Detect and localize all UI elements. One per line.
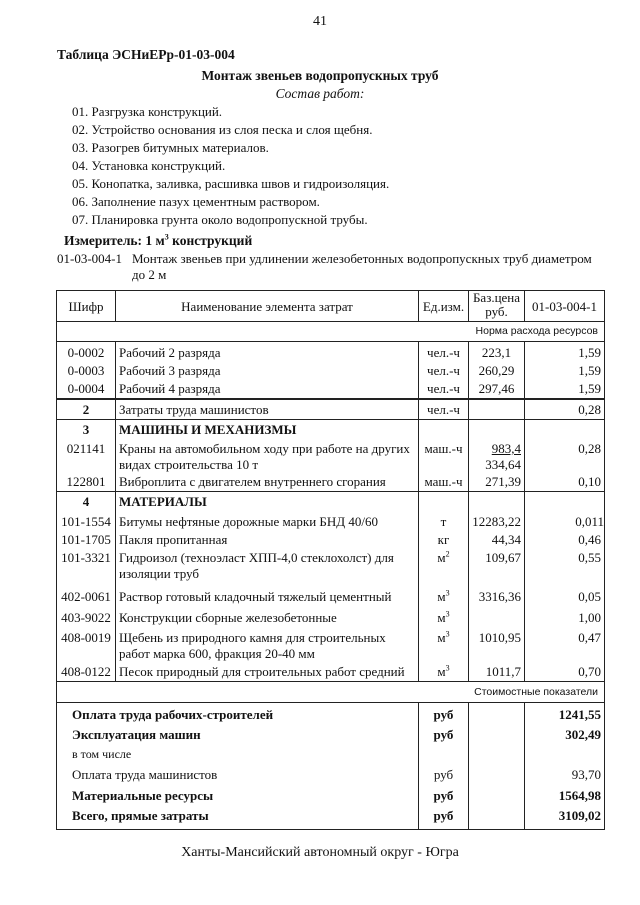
row-unit: чел.-ч — [427, 363, 460, 378]
page-number: 41 — [313, 14, 327, 29]
rate-code: 01-03-004-1 — [57, 251, 122, 266]
row-value: 0,47 — [578, 630, 601, 645]
cost-caption: Стоимостные показатели — [474, 686, 598, 698]
header-code: Шифр — [68, 299, 104, 314]
row-name: Гидроизол (техноэласт ХПП-4,0 стеклохолст) для изоляции труб — [119, 550, 394, 581]
row-name: Рабочий 2 разряда — [119, 345, 221, 360]
row-unit — [419, 550, 468, 566]
unit-sup: 2 — [445, 549, 450, 559]
row-code: 403-9022 — [61, 610, 111, 625]
cost-name: Всего, прямые затраты — [72, 808, 209, 823]
row-divider — [57, 341, 604, 342]
unit-text: м — [437, 664, 446, 679]
row-price: 1011,7 — [485, 664, 521, 679]
row-name: Виброплита с двигателем внутреннего сгорания — [119, 474, 386, 489]
row-code: 021141 — [66, 441, 106, 456]
work-item: 06. Заполнение пазух цементным раствором. — [72, 194, 320, 209]
unit-sup: 3 — [445, 609, 450, 619]
cost-name: Эксплуатация машин — [72, 727, 201, 742]
row-unit — [419, 610, 468, 626]
cost-value: 302,49 — [565, 727, 601, 742]
row-divider — [57, 419, 604, 420]
cost-value: 1241,55 — [558, 707, 601, 722]
work-item: 07. Планировка грунта около водопропускной трубы. — [72, 212, 368, 227]
unit-text: м — [437, 550, 446, 565]
row-value: 0,28 — [578, 441, 601, 456]
row-code: 0-0004 — [67, 381, 105, 396]
cost-value: 93,70 — [571, 767, 601, 782]
cost-name: в том числе — [72, 747, 132, 761]
row-code: 408-0019 — [61, 630, 111, 645]
header-unit: Ед.изм. — [422, 299, 465, 314]
row-unit: чел.-ч — [427, 402, 460, 417]
row-name: Краны на автомобильном ходу при работе на других видах строительства 10 т — [119, 441, 410, 472]
row-divider — [57, 702, 604, 703]
row-name: Щебень из природного камня для строительных работ марка 600, фракция 20-40 мм — [119, 630, 386, 661]
row-value: 1,59 — [578, 381, 601, 396]
measure-unit — [64, 233, 252, 249]
row-price: 109,67 — [485, 550, 521, 565]
row-value: 1,59 — [578, 345, 601, 360]
cost-value: 1564,98 — [558, 788, 601, 803]
row-value: 1,59 — [578, 363, 601, 378]
document-title: Монтаж звеньев водопропускных труб — [201, 68, 439, 83]
cost-name: Оплата труда рабочих-строителей — [72, 707, 274, 722]
composition-title: Состав работ: — [275, 86, 365, 101]
measure-prefix: Измеритель: 1 м — [64, 233, 165, 248]
work-item: 02. Устройство основания из слоя песка и слоя щебня. — [72, 122, 373, 137]
row-unit — [419, 589, 468, 605]
work-item: 03. Разогрев битумных материалов. — [72, 140, 269, 155]
row-price: 983,4 — [491, 441, 521, 456]
row-price: 12283,22 — [472, 514, 521, 529]
unit-sup: 3 — [445, 663, 450, 673]
unit-text: кг — [437, 532, 450, 547]
row-value: 1,00 — [578, 610, 601, 625]
row-value: 0,05 — [578, 589, 601, 604]
cost-unit: руб — [433, 727, 454, 742]
work-item: 01. Разгрузка конструкций. — [72, 104, 223, 119]
row-unit: маш.-ч — [424, 441, 463, 456]
row-code: 4 — [82, 494, 90, 509]
cost-value: 3109,02 — [558, 808, 601, 823]
row-price: 297,46 — [478, 381, 515, 396]
unit-text: м — [437, 610, 446, 625]
resource-table — [56, 290, 605, 830]
row-value: 0,10 — [578, 474, 601, 489]
row-name: Битумы нефтяные дорожные марки БНД 40/60 — [119, 514, 378, 529]
row-price: 260,29 — [478, 363, 515, 378]
row-divider — [57, 398, 604, 400]
unit-text: м — [437, 630, 446, 645]
row-unit: чел.-ч — [427, 381, 460, 396]
row-unit — [419, 532, 468, 548]
row-price-secondary: 334,64 — [485, 457, 521, 472]
header-price: Баз.цена руб. — [472, 290, 521, 319]
row-name: Пакля пропитанная — [119, 532, 228, 547]
row-name: Затраты труда машинистов — [119, 402, 269, 417]
row-unit: чел.-ч — [427, 345, 460, 360]
row-divider — [57, 491, 604, 492]
cost-name: Оплата труда машинистов — [72, 767, 218, 782]
row-unit — [419, 630, 468, 646]
row-name: МАШИНЫ И МЕХАНИЗМЫ — [119, 422, 297, 437]
work-item: 04. Установка конструкций. — [72, 158, 226, 173]
col-divider — [115, 341, 116, 681]
row-value: 0,55 — [578, 550, 601, 565]
row-code: 101-1554 — [61, 514, 111, 529]
work-item: 05. Конопатка, заливка, расшивка швов и гидроизоляция. — [72, 176, 390, 191]
header-norm: 01-03-004-1 — [532, 299, 597, 314]
row-price: 223,1 — [481, 345, 512, 360]
unit-text: т — [440, 514, 447, 529]
unit-sup: 3 — [445, 629, 450, 639]
row-divider — [57, 681, 604, 682]
row-name: Рабочий 4 разряда — [119, 381, 221, 396]
row-value: 0,011 — [575, 514, 604, 529]
row-code: 3 — [82, 422, 90, 437]
row-price: 44,34 — [491, 532, 521, 547]
cost-unit: руб — [433, 707, 454, 722]
col-divider — [468, 702, 469, 830]
cost-name: Материальные ресурсы — [72, 788, 214, 803]
row-divider — [57, 321, 604, 322]
row-code: 101-3321 — [61, 550, 111, 565]
measure-suffix: конструкций — [168, 233, 253, 248]
row-value: 0,70 — [578, 664, 601, 679]
row-name: Конструкции сборные железобетонные — [119, 610, 337, 625]
row-code: 402-0061 — [61, 589, 111, 604]
cost-unit: руб — [433, 788, 454, 803]
cost-unit: руб — [433, 808, 454, 823]
row-value: 0,28 — [578, 402, 601, 417]
row-name: Рабочий 3 разряда — [119, 363, 221, 378]
row-name: Раствор готовый кладочный тяжелый цементный — [119, 589, 392, 604]
row-code: 0-0003 — [67, 363, 105, 378]
row-unit — [419, 664, 468, 680]
row-code: 101-1705 — [61, 532, 111, 547]
unit-sup: 3 — [445, 588, 450, 598]
footer-region: Ханты-Мансийский автономный округ - Югра — [181, 845, 459, 860]
header-name: Наименование элемента затрат — [181, 299, 353, 314]
row-unit — [419, 514, 468, 530]
row-name: МАТЕРИАЛЫ — [119, 494, 207, 509]
measure-sup: 3 — [164, 232, 169, 242]
row-price: 271,39 — [485, 474, 521, 489]
unit-text: м — [437, 589, 446, 604]
row-code: 0-0002 — [67, 345, 105, 360]
row-price: 1010,95 — [478, 630, 521, 645]
cost-unit: руб — [433, 767, 454, 782]
row-unit: маш.-ч — [424, 474, 463, 489]
row-code: 2 — [82, 402, 90, 417]
row-value: 0,46 — [578, 532, 601, 547]
row-code: 122801 — [66, 474, 106, 489]
row-price: 3316,36 — [478, 589, 521, 604]
rate-description: Монтаж звеньев при удлинении железобетонных водопропускных труб диаметром до 2 м — [132, 251, 592, 282]
norma-caption: Норма расхода ресурсов — [475, 325, 598, 337]
row-code: 408-0122 — [61, 664, 111, 679]
row-name: Песок природный для строительных работ средний — [119, 664, 405, 679]
table-reference: Таблица ЭСНиЕРр-01-03-004 — [57, 47, 235, 62]
